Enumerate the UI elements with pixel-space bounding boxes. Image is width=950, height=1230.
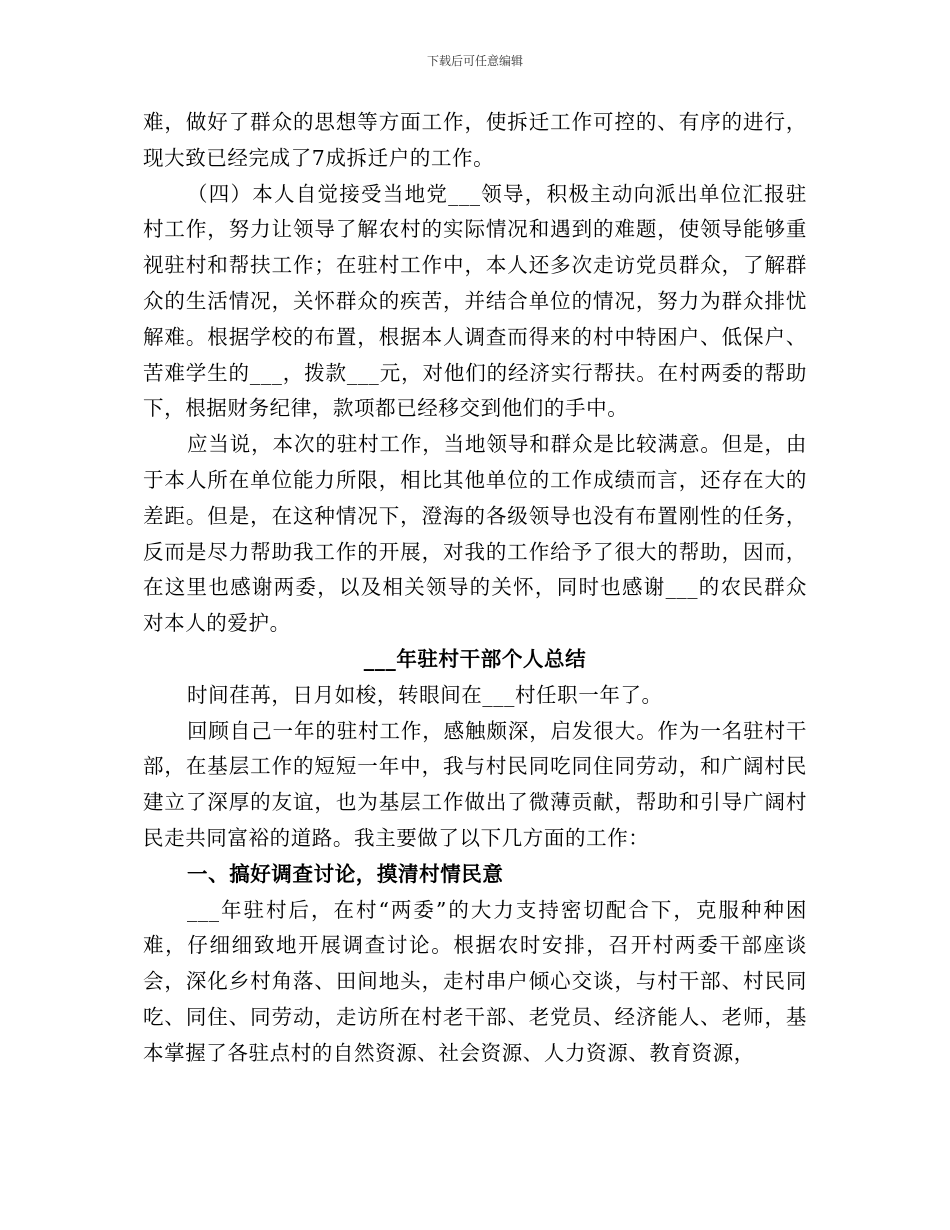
paragraph-conclusion: 应当说，本次的驻村工作，当地领导和群众是比较满意。但是，由于本人所在单位能力所限，相比其他单位的工作成绩而言，还存在大的差距。但是，在这种情况下，澄海的各级领导也没有布置刚性的任务，反而是尽力帮助我工作的开展，对我的工作给予了很大的帮助，因而，在这里也感谢两委，以及相关领导的关怀，同时也感谢___的农民群众对本人的爱护。: [143, 432, 807, 636]
paragraph-section-four: （四）本人自觉接受当地党___领导，积极主动向派出单位汇报驻村工作，努力让领导了解农村的实际情况和遇到的难题，使领导能够重视驻村和帮扶工作；在驻村工作中，本人还多次走访党员群众，了解群众的生活情况，关怀群众的疾苦，并结合单位的情况，努力为群众排忧解难。根据学校的布置，根据本人调查而得来的村中特困户、低保户、苦难学生的___，拨款___元，对他们的经济实行帮扶。在村两委的帮助下，根据财务纪律，款项都已经移交到他们的手中。: [143, 181, 807, 421]
paragraph-continuation: 难，做好了群众的思想等方面工作，使拆迁工作可控的、有序的进行，现大致已经完成了7成拆迁户的工作。: [143, 110, 807, 170]
paragraph-intro: 时间荏苒，日月如梭，转眼间在___村任职一年了。: [187, 682, 663, 707]
paragraph-investigation: ___年驻村后，在村“两委”的大力支持密切配合下，克服种种困难，仔细细致地开展调查讨论。根据农时安排，召开村两委干部座谈会，深化乡村角落、田间地头，走村串户倾心交谈，与村干部、村民同吃、同住、同劳动，走访所在村老干部、老党员、经济能人、老师，基本掌握了各驻点村的自然资源、社会资源、人力资源、教育资源，: [143, 897, 807, 1065]
page-header: 下载后可任意编辑: [426, 54, 523, 68]
document-body: [143, 105, 807, 1072]
document-title: ___年驻村干部个人总结: [363, 646, 587, 671]
paragraph-review: 回顾自己一年的驻村工作，感触颇深，启发很大。作为一名驻村干部，在基层工作的短短一年中，我与村民同吃同住同劳动，和广阔村民建立了深厚的友谊，也为基层工作做出了微薄贡献，帮助和引导广阔村民走共同富裕的道路。我主要做了以下几方面的工作：: [143, 718, 807, 850]
section-heading-one: 一、搞好调查讨论，摸清村情民意: [187, 861, 504, 886]
